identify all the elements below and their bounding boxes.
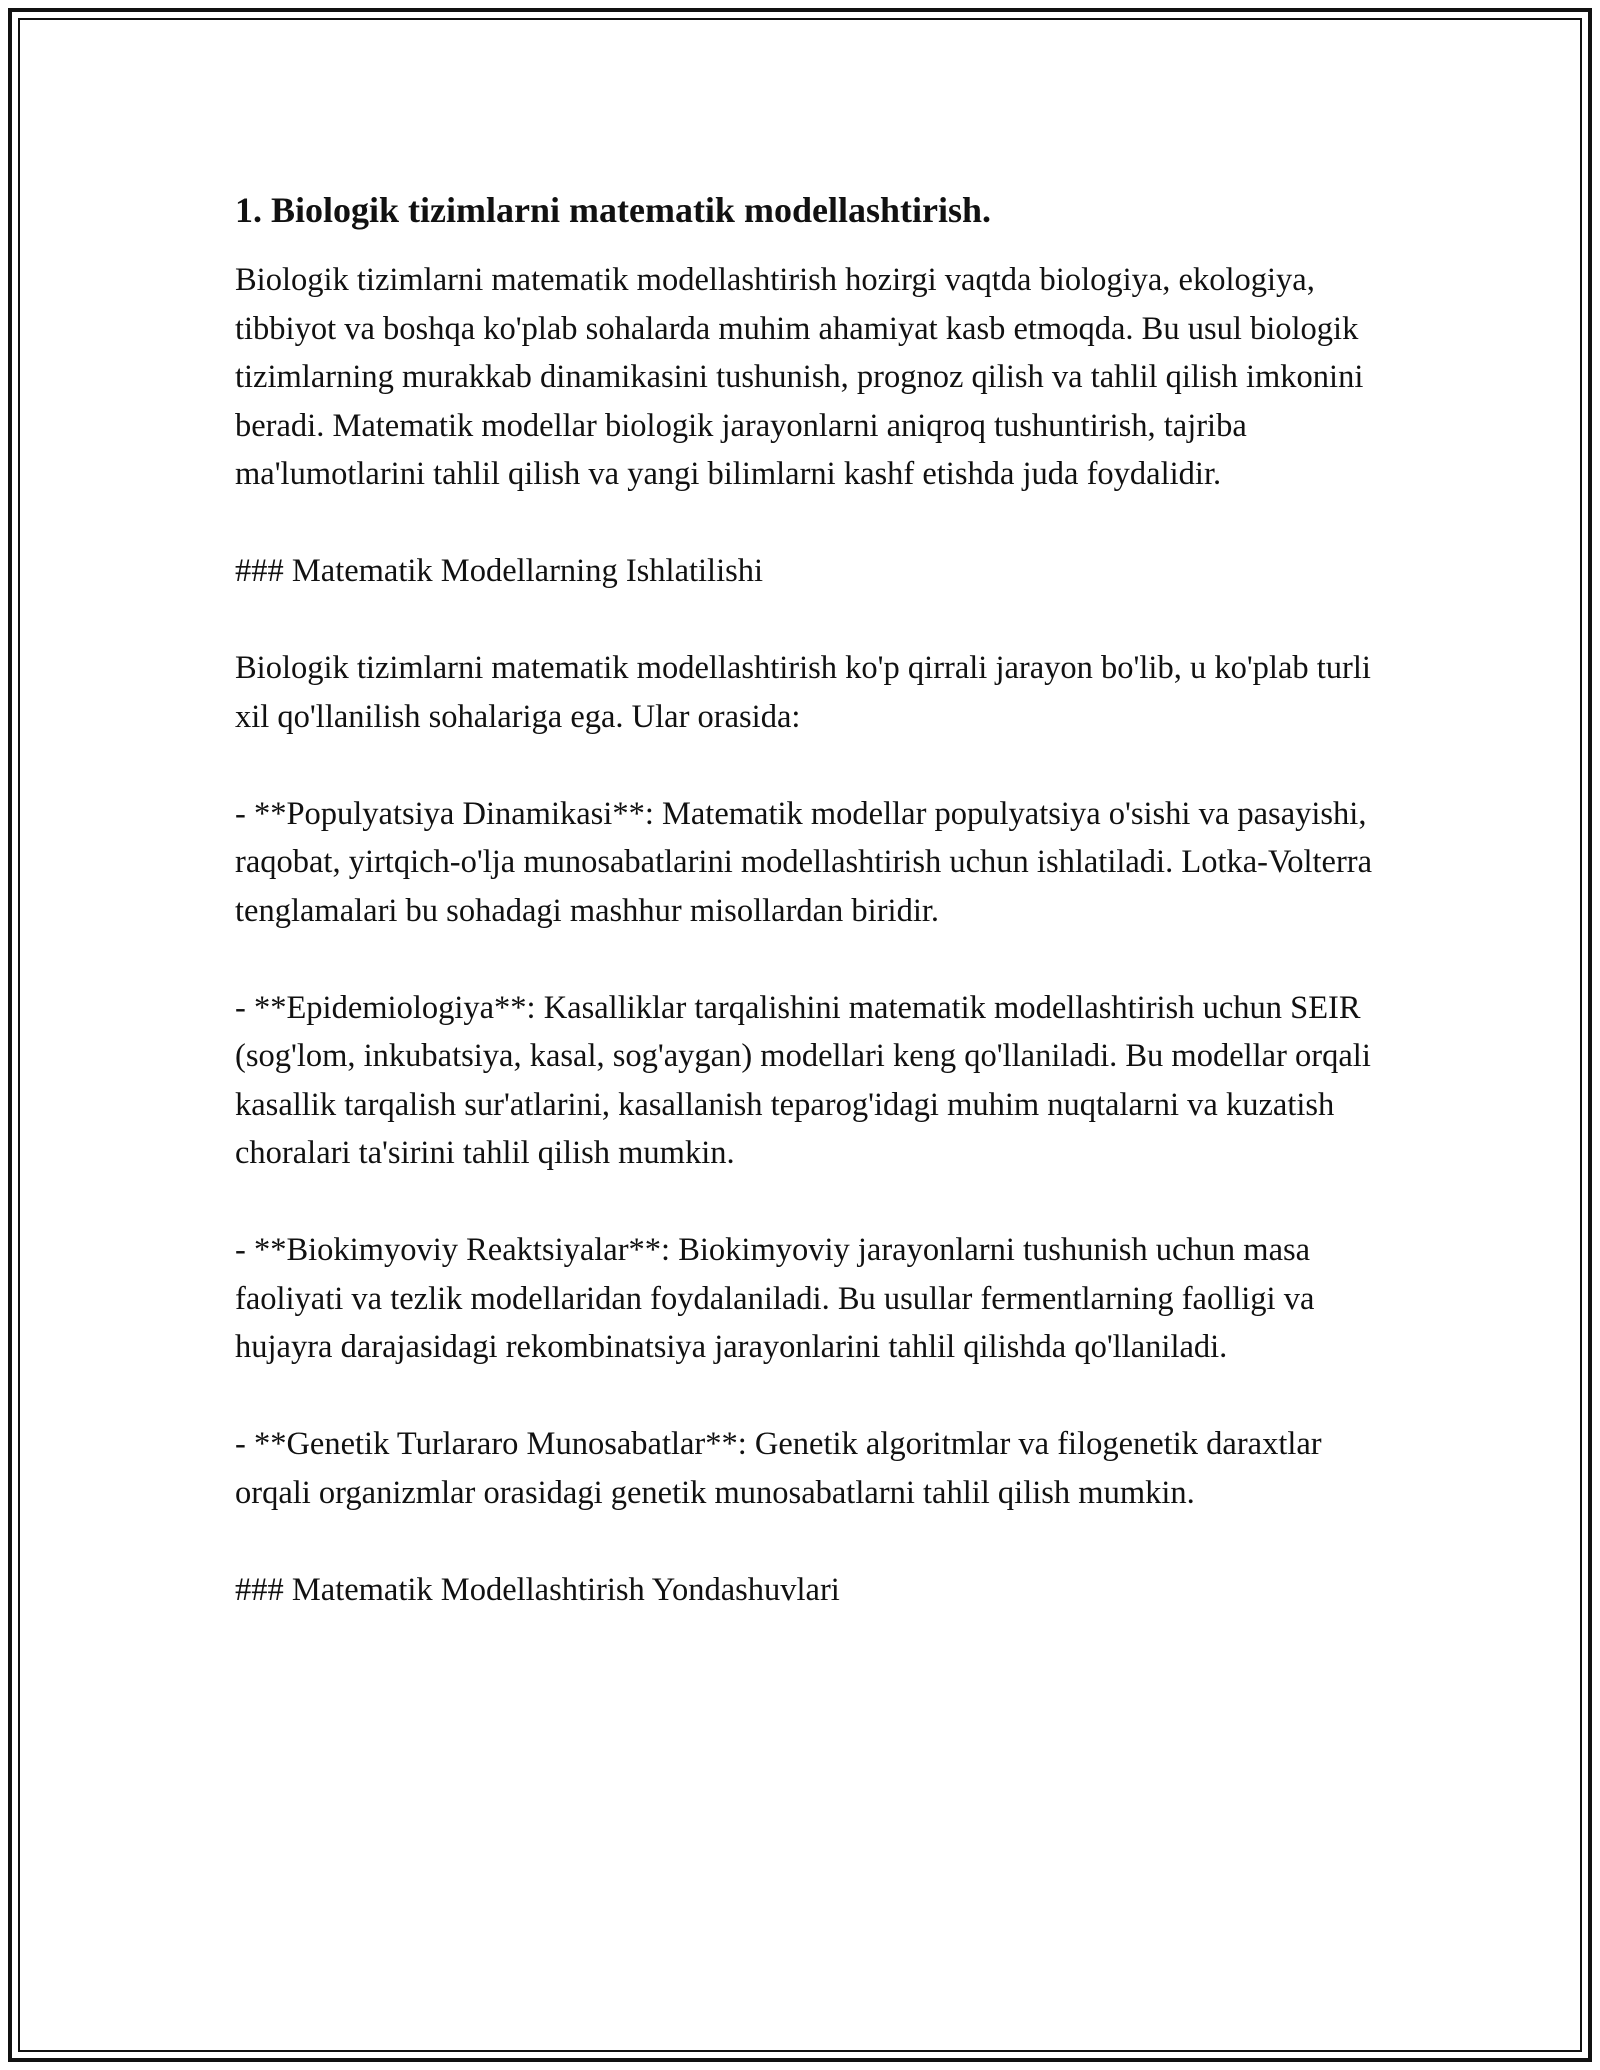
list-item-epidemiology: - **Epidemiologiya**: Kasalliklar tarqalishini matematik modellashtirish uchun SEIR (sog'lom, inkubatsiya, kasal, sog'aygan) modellari keng qo'llaniladi. Bu modellar orqali kasallik tarqalish sur'atlarini, kasallanish teparog'idagi muhim nuqtalarni va kuzatish choralari ta'sirini tahlil qilish mumkin. [235, 989, 1371, 1171]
intro-paragraph: Biologik tizimlarni matematik modellashtirish hozirgi vaqtda biologiya, ekologiya, tibbiyot va boshqa ko'plab sohalarda muhim ahamiyat kasb etmoqda. Bu usul biologik tizimlarning murakkab dinamikasini tushunish, prognoz qilish va tahlil qilish imkonini beradi. Matematik modellar biologik jarayonlarni aniqroq tushuntirish, tajriba ma'lumotlarini tahlil qilish va yangi bilimlarni kashf etishda juda foydalidir. [235, 262, 1364, 492]
list-item-population: - **Populyatsiya Dinamikasi**: Matematik modellar populyatsiya o'sishi va pasayishi, raqobat, yirtqich-o'lja munosabatlarini modellashtirish uchun ishlatiladi. Lotka-Volterra tenglamalari bu sohadagi mashhur misollardan biridir. [235, 795, 1373, 929]
document-body [235, 186, 1385, 1663]
list-item-biochemistry: - **Biokimyoviy Reaktsiyalar**: Biokimyoviy jarayonlarni tushunish uchun masa faoliyati va tezlik modellaridan foydalaniladi. Bu usullar fermentlarning faolligi va hujayra darajasidagi rekombinatsiya jarayonlarini tahlil qilishda qo'llaniladi. [235, 1232, 1315, 1365]
usage-intro-paragraph: Biologik tizimlarni matematik modellashtirish ko'p qirrali jarayon bo'lib, u ko'plab turli xil qo'llanilish sohalariga ega. Ular orasida: [235, 650, 1371, 735]
subheading-approaches: ### Matematik Modellashtirish Yondashuvlari [235, 1571, 840, 1608]
subheading-usage: ### Matematik Modellarning Ishlatilishi [235, 553, 764, 589]
list-item-genetics: - **Genetik Turlararo Munosabatlar**: Genetik algoritmlar va filogenetik daraxtlar orqali organizmlar orasidagi genetik munosabatlarni tahlil qilish mumkin. [235, 1426, 1322, 1511]
section-title: 1. Biologik tizimlarni matematik modellashtirish. [235, 190, 991, 230]
